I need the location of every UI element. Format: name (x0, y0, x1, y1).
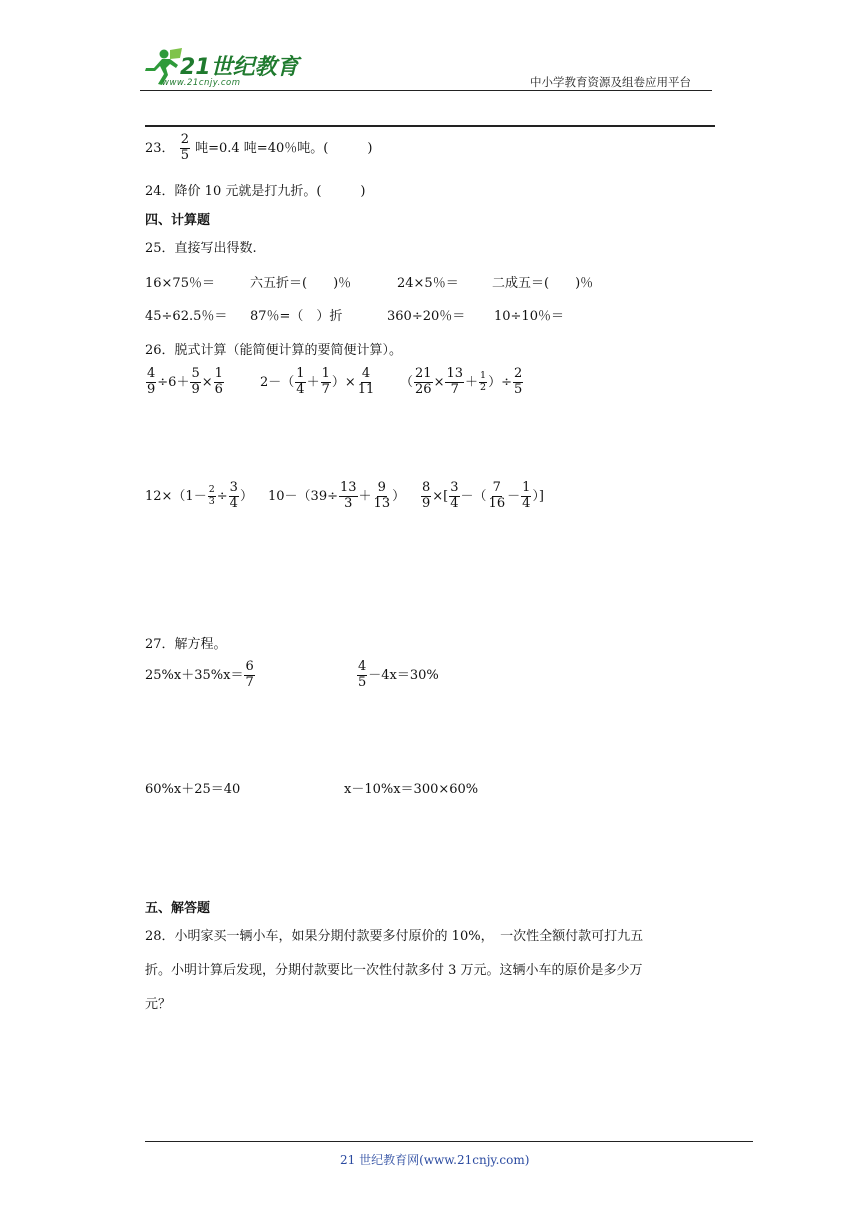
q25-item: 二成五＝( )％ (492, 276, 594, 291)
question-26-title: 26．脱式计算（能简便计算的要简便计算）。 (145, 343, 403, 358)
q25-item: 六五折＝( )％ (250, 276, 352, 291)
question-28-line-3: 元？ (145, 997, 172, 1012)
question-25-title: 25．直接写出得数. (145, 241, 257, 256)
q25-item: 45÷62.5％＝ (145, 309, 228, 324)
q25-item: 24×5％＝ (397, 276, 459, 291)
logo-text: 21世纪教育 (180, 55, 299, 80)
question-27-title: 27．解方程。 (145, 637, 227, 652)
section-heading-4: 四、计算题 (145, 213, 211, 228)
q26-expr-4: 12×（1－ $\frac{2}{3}$ ÷ $\frac{3}{4}$ ） (145, 480, 253, 511)
q26-expr-5: 10－（39÷ $\frac{13}{3}$ ＋ $\frac{9}{13}$ ） (268, 480, 406, 511)
header-rule (140, 90, 712, 91)
fraction: $\frac{2}{5}$ (180, 132, 189, 163)
footer-text: 21 世纪教育网(www.21cnjy.com) (340, 1153, 530, 1167)
q25-item: 87％=（ ）折 (250, 309, 343, 324)
question-28-line-2: 折。小明计算后发现，分期付款要比一次性付款多付 3 万元。这辆小车的原价是多少万 (145, 963, 643, 978)
q26-expr-1: $\frac{4}{9}$ ÷6＋ $\frac{5}{9}$ × $\frac{1}{6}$ (147, 366, 223, 397)
content-top-rule (145, 125, 715, 127)
question-28-line-1: 28．小明家买一辆小车，如果分期付款要多付原价的 10%， 一次性全额付款可打九五 (145, 929, 644, 944)
question-23: 23． $\frac{2}{5}$ 吨=0.4 吨=40％吨。( ) (145, 132, 373, 163)
q27-equation-3: 60%x＋25＝40 (145, 782, 241, 797)
q27-equation-2: $\frac{4}{5}$ －4x＝30% (358, 659, 439, 690)
q26-expr-3: （ $\frac{21}{26}$ × $\frac{13}{7}$ ＋ $\frac{1}{2}$ ）÷ $\frac{2}{5}$ (400, 366, 523, 397)
q26-expr-6: $\frac{8}{9}$ ×[ $\frac{3}{4}$ －（ $\frac{7}{16}$ － $\frac{1}{4}$ ）] (422, 480, 544, 511)
q25-item: 360÷20％＝ (387, 309, 466, 324)
logo-url: www.21cnjy.com (162, 78, 241, 88)
site-logo (140, 46, 320, 92)
q27-equation-4: x－10%x＝300×60% (344, 782, 479, 797)
header-title: 中小学教育资源及组卷应用平台 (530, 75, 691, 89)
section-heading-5: 五、解答题 (145, 901, 211, 916)
footer-rule (145, 1141, 753, 1142)
question-24: 24．降价 10 元就是打九折。( ) (145, 184, 366, 199)
q26-expr-2: 2－（ $\frac{1}{4}$ ＋ $\frac{1}{7}$ ）× $\frac{4}{11}$ (260, 366, 375, 397)
q25-item: 10÷10％＝ (494, 309, 564, 324)
q27-equation-1: 25%x＋35%x＝ $\frac{6}{7}$ (145, 659, 254, 690)
q25-item: 16×75％＝ (145, 276, 215, 291)
